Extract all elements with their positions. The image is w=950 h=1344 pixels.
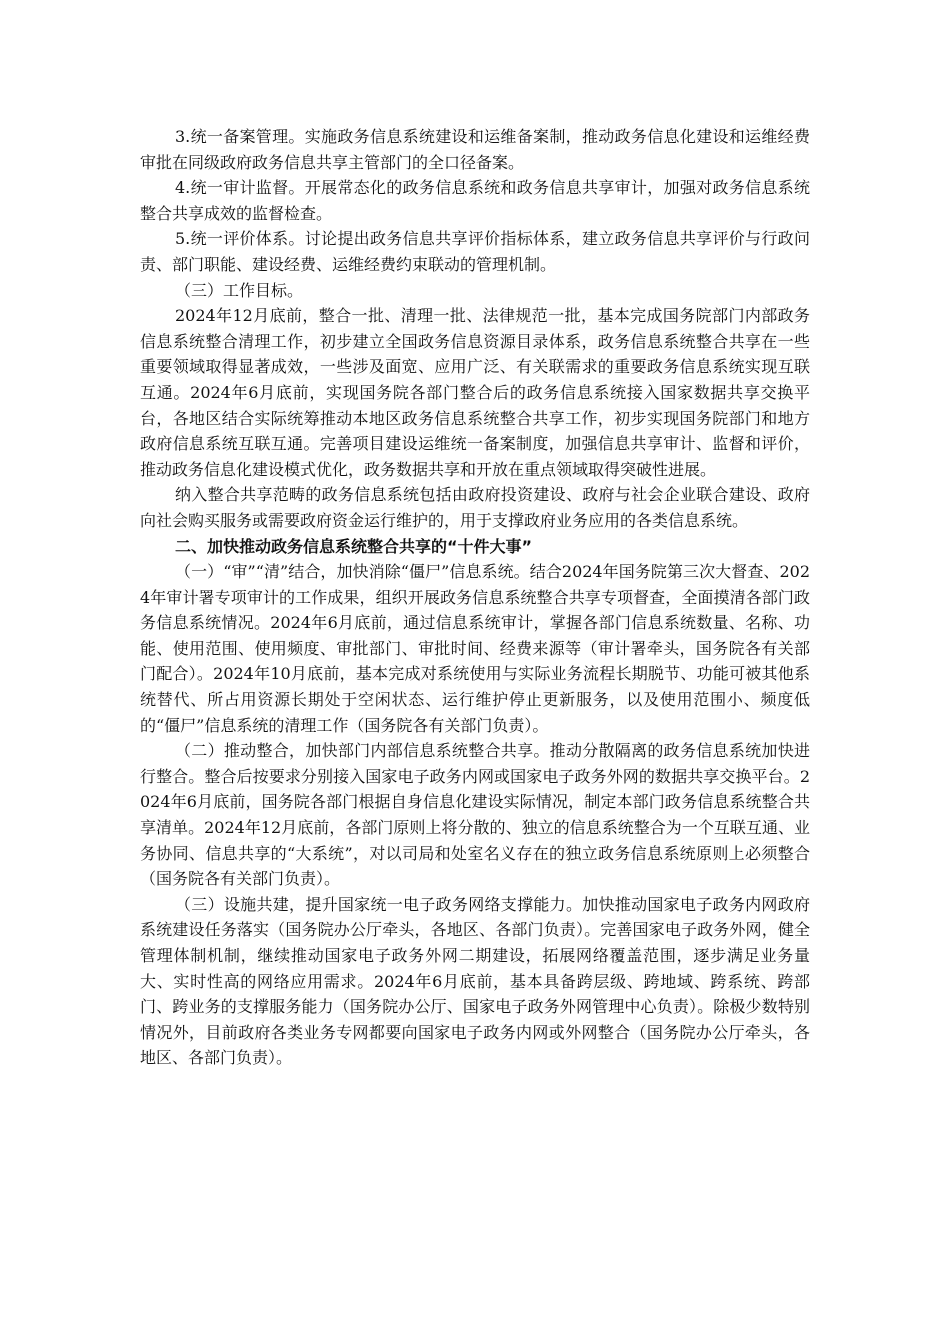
paragraph-unified-audit: 4.统一审计监督。开展常态化的政务信息系统和政务信息共享审计，加强对政务信息系统整合共享成效的监督检查。 [140, 178, 810, 223]
paragraph-item-2: （二）推动整合，加快部门内部信息系统整合共享。推动分散隔离的政务信息系统加快进行整合。整合后按要求分别接入国家电子政务内网或国家电子政务外网的数据共享交换平台。2024年6月底前，国务院各部门根据自身信息化建设实际情况，制定本部门政务信息系统整合共享清单。2024年12月底前，各部门原则上将分散的、独立的信息系统整合为一个互联互通、业务协同、信息共享的“大系统”，对以司局和处室名义存在的独立政务信息系统原则上必须整合（国务院各有关部门负责）。 [140, 741, 810, 889]
document-page [140, 124, 810, 1071]
paragraph-scope: 纳入整合共享范畴的政务信息系统包括由政府投资建设、政府与社会企业联合建设、政府向社会购买服务或需要政府资金运行维护的，用于支撑政府业务应用的各类信息系统。 [140, 485, 810, 530]
section-heading: 二、加快推动政务信息系统整合共享的“十件大事” [175, 536, 533, 556]
subheading-work-goals: （三）工作目标。 [175, 280, 304, 300]
paragraph-work-goals: 2024年12月底前，整合一批、清理一批、法律规范一批，基本完成国务院部门内部政务信息系统整合清理工作，初步建立全国政务信息资源目录体系，政务信息系统整合共享在一些重要领域取得显著成效，一些涉及面宽、应用广泛、有关联需求的重要政务信息系统实现互联互通。2024年6月底前，实现国务院各部门整合后的政务信息系统接入国家数据共享交换平台，各地区结合实际统筹推动本地区政务信息系统整合共享工作，初步实现国务院部门和地方政府信息系统互联互通。完善项目建设运维统一备案制度，加强信息共享审计、监督和评价，推动政务信息化建设模式优化，政务数据共享和开放在重点领域取得突破性进展。 [140, 306, 810, 479]
paragraph-unified-evaluation: 5.统一评价体系。讨论提出政务信息共享评价指标体系，建立政务信息共享评价与行政问责、部门职能、建设经费、运维经费约束联动的管理机制。 [140, 229, 810, 274]
paragraph-item-3: （三）设施共建，提升国家统一电子政务网络支撑能力。加快推动国家电子政务内网政府系统建设任务落实（国务院办公厅牵头，各地区、各部门负责）。完善国家电子政务外网，健全管理体制机制，继续推动国家电子政务外网二期建设，拓展网络覆盖范围，逐步满足业务量大、实时性高的网络应用需求。2024年6月底前，基本具备跨层级、跨地域、跨系统、跨部门、跨业务的支撑服务能力（国务院办公厅、国家电子政务外网管理中心负责）。除极少数特别情况外，目前政府各类业务专网都要向国家电子政务内网或外网整合（国务院办公厅牵头，各地区、各部门负责）。 [140, 894, 810, 1068]
paragraph-item-1: （一）“审”“清”结合，加快消除“僵尸”信息系统。结合2024年国务院第三次大督查、2024年审计署专项审计的工作成果，组织开展政务信息系统整合共享专项督查，全面摸清各部门政务信息系统情况。2024年6月底前，通过信息系统审计，掌握各部门信息系统数量、名称、功能、使用范围、使用频度、审批部门、审批时间、经费来源等（审计署牵头，国务院各有关部门配合）。2024年10月底前，基本完成对系统使用与实际业务流程长期脱节、功能可被其他系统替代、所占用资源长期处于空闲状态、运行维护停止更新服务，以及使用范围小、频度低的“僵尸”信息系统的清理工作（国务院各有关部门负责）。 [140, 562, 810, 735]
paragraph-unified-filing: 3.统一备案管理。实施政务信息系统建设和运维备案制，推动政务信息化建设和运维经费审批在同级政府政务信息共享主管部门的全口径备案。 [140, 127, 810, 172]
